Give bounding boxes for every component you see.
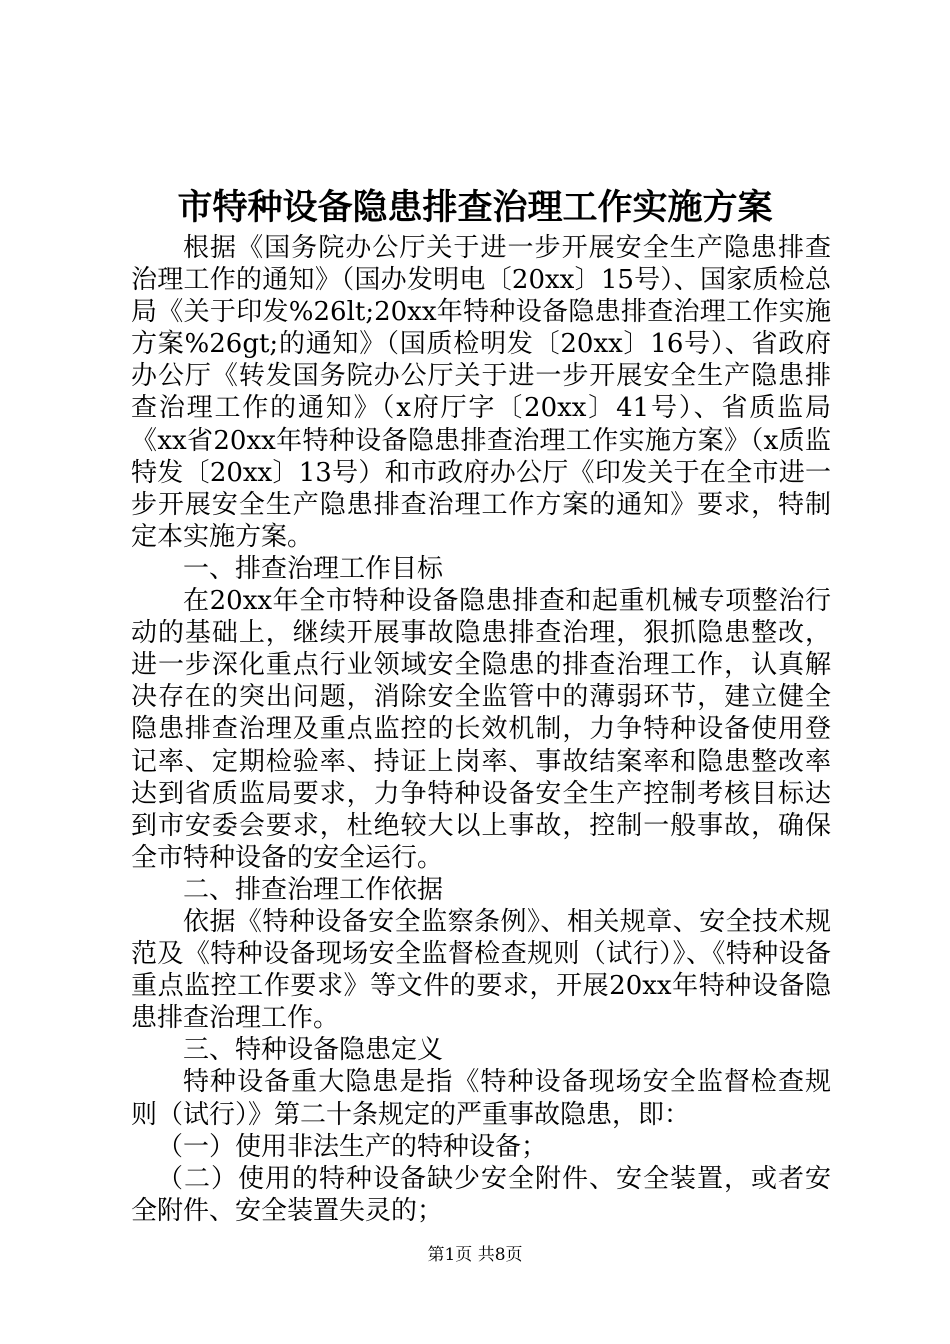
heading-section-1: 一、排查治理工作目标 bbox=[183, 553, 444, 584]
page-footer: 第1页 共8页 bbox=[427, 1245, 523, 1265]
heading-section-3: 三、特种设备隐患定义 bbox=[183, 1035, 444, 1066]
document-body bbox=[131, 232, 831, 1227]
list-item-1: （一）使用非法生产的特种设备； bbox=[157, 1131, 548, 1162]
paragraph-section-1: 在20xx年全市特种设备隐患排查和起重机械专项整治行动的基础上，继续开展事故隐患排查治理，狠抓隐患整改，进一步深化重点行业领域安全隐患的排查治理工作，认真解决存在的突出问题，消除安全监管中的薄弱环节，建立健全隐患排查治理及重点监控的长效机制，力争特种设备使用登记率、定期检验率、持证上岗率、事故结案率和隐患整改率达到省质监局要求，力争特种设备安全生产控制考核目标达到市安委会要求，杜绝较大以上事故，控制一般事故，确保全市特种设备的安全运行。 bbox=[131, 586, 831, 873]
paragraph-section-2: 依据《特种设备安全监察条例》、相关规章、安全技术规范及《特种设备现场安全监督检查规则（试行）》、《特种设备重点监控工作要求》等文件的要求，开展20xx年特种设备隐患排查治理工作。 bbox=[131, 906, 831, 1034]
paragraph-section-3: 特种设备重大隐患是指《特种设备现场安全监督检查规则（试行）》第二十条规定的严重事故隐患，即： bbox=[131, 1067, 831, 1130]
list-item-2: （二）使用的特种设备缺少安全附件、安全装置，或者安全附件、安全装置失灵的； bbox=[131, 1163, 831, 1226]
paragraph-intro: 根据《国务院办公厅关于进一步开展安全生产隐患排查治理工作的通知》（国办发明电〔20xx〕15号）、国家质检总局《关于印发%26lt;20xx年特种设备隐患排查治理工作实施方案%26gt;的通知》（国质检明发〔20xx〕16号）、省政府办公厅《转发国务院办公厅关于进一步开展安全生产隐患排查治理工作的通知》（x府厅字〔20xx〕41号）、省质监局《xx省20xx年特种设备隐患排查治理工作实施方案》（x质监特发〔20xx〕13号）和市政府办公厅《印发关于在全市进一步开展安全生产隐患排查治理工作方案的通知》要求，特制定本实施方案。 bbox=[131, 233, 831, 552]
heading-section-2: 二、排查治理工作依据 bbox=[183, 874, 444, 905]
document-title: 市特种设备隐患排查治理工作实施方案 bbox=[177, 188, 773, 228]
